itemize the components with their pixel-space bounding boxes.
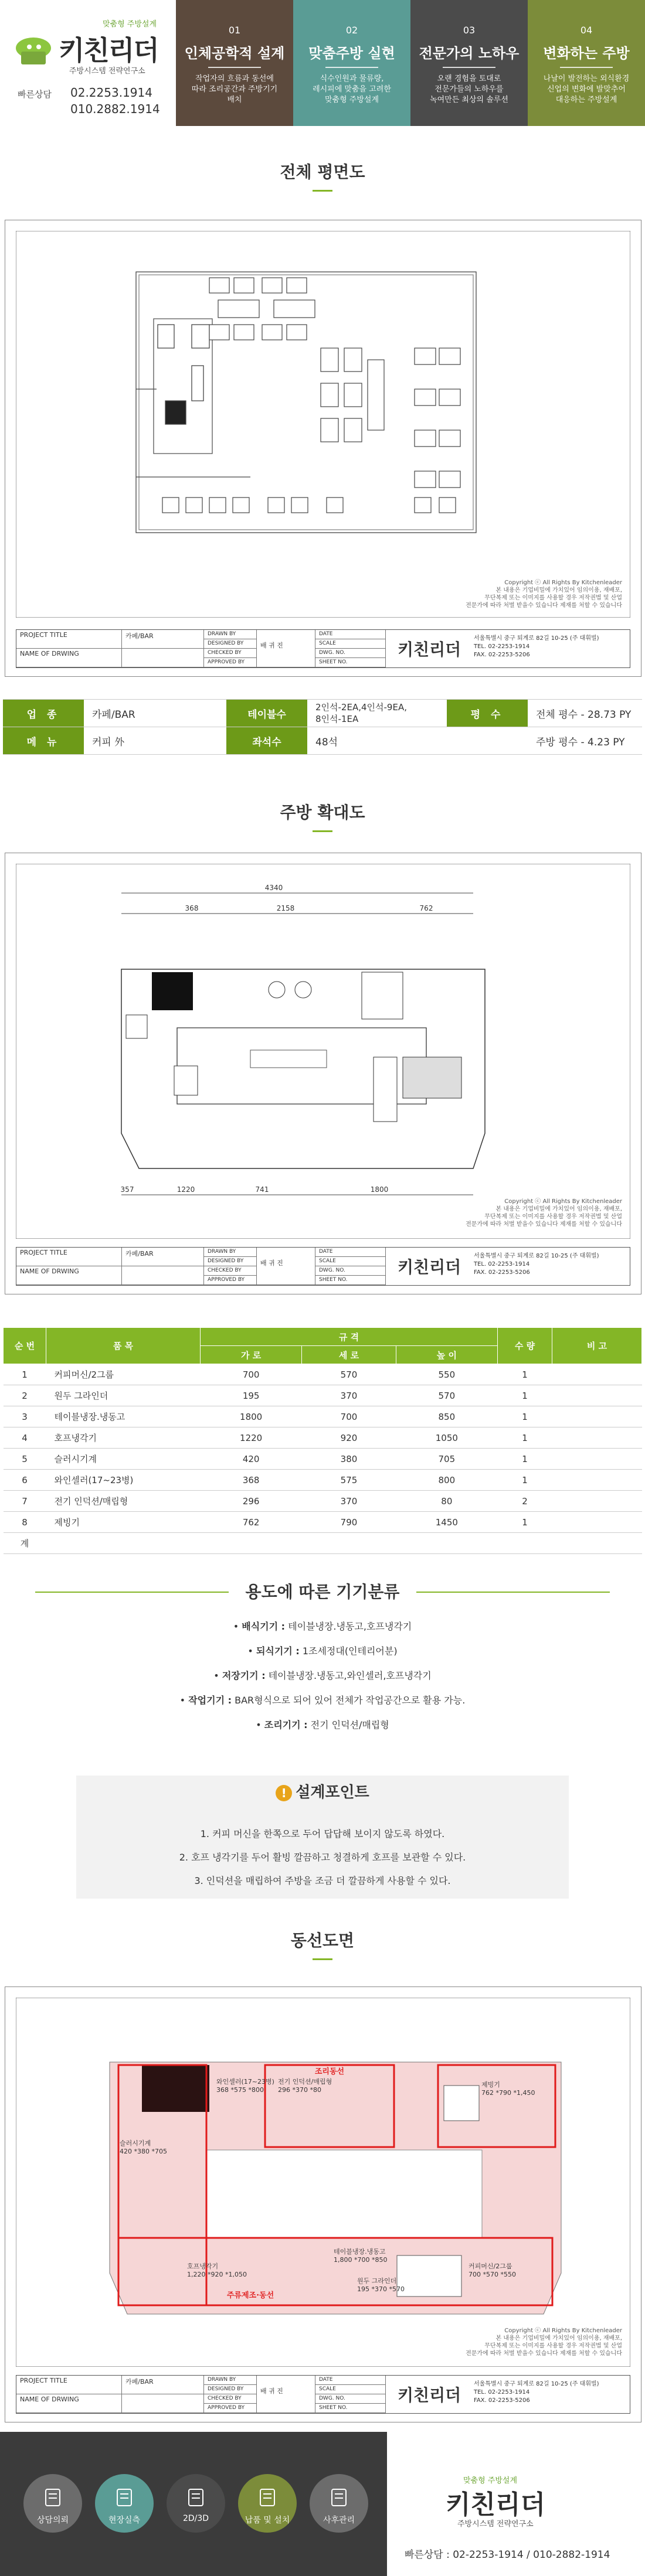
table-row	[4, 1512, 642, 1533]
kitchen-detail-svg	[16, 864, 630, 1239]
cell-h: 1450	[396, 1512, 497, 1533]
step-label: 현장실측	[108, 2516, 141, 2525]
cell-qty: 1	[498, 1449, 552, 1470]
cell-w: 296	[201, 1491, 302, 1512]
label-wine: 와인셀러(17~23병) 368 *575 *800	[216, 2078, 274, 2094]
phone-1[interactable]: 02.2253.1914	[70, 86, 152, 100]
kitchen-dim-b3: 741	[255, 1185, 269, 1194]
logo-subtitle: 주방시스템 전략연구소	[69, 67, 145, 76]
cell-h: 80	[396, 1491, 497, 1512]
cell-name: 커피머신/2그룹	[46, 1364, 201, 1385]
cell-qty: 1	[498, 1406, 552, 1427]
process-step-1[interactable]	[23, 2474, 82, 2533]
cell-name: 슬러시기계	[46, 1449, 201, 1470]
step-icon	[114, 2487, 135, 2508]
copyright-note: Copyright ⓒ All Rights By Kitchenleader 본 내용은 기업비밀에 가치있어 임의이용, 재배포, 무단복제 또는 이미지를 사용할 경우 저작권법 및 산업 전문가에 따라 처벌 받을수 있습니다 제재를 처할 수 있습니다	[466, 1198, 622, 1228]
section-title-plan: 전체 평면도	[0, 159, 645, 192]
cell-no: 5	[4, 1449, 46, 1470]
usage-item: • 되식기기 : 1조세정대(인테리어분)	[247, 1645, 398, 1657]
step-icon	[42, 2487, 63, 2508]
footer-brand: 키친리더	[446, 2490, 546, 2520]
table-row	[4, 1470, 642, 1491]
kitchen-dim-1: 368	[185, 904, 199, 912]
divider	[560, 67, 613, 68]
feature-title: 전문가의 노하우	[419, 45, 520, 62]
divider	[443, 67, 495, 68]
contact-label: 빠른상담	[18, 89, 52, 100]
feature-desc: 나날이 발전하는 외식환경 신업의 변화에 발맞추어 대응하는 주방설계	[543, 74, 630, 104]
step-icon	[257, 2487, 278, 2508]
design-point: 3. 인덕션을 매립하여 주방을 조금 더 깔끔하게 사용할 수 있다.	[194, 1875, 451, 1886]
usage-title: 용도에 따른 기기분류	[245, 1582, 400, 1602]
process-step-5[interactable]	[310, 2474, 368, 2533]
section-title-kitchen: 주방 확대도	[0, 800, 645, 832]
cell-no: 8	[4, 1512, 46, 1533]
design-point: 2. 호프 냉각기를 두어 활빙 깔끔하고 청결하게 호프를 보관할 수 있다.	[179, 1852, 466, 1863]
cell-w: 195	[201, 1385, 302, 1406]
kitchen-detail-drawing	[5, 853, 641, 1294]
step-label: 납품 및 설치	[245, 2516, 290, 2525]
cell-name: 호프냉각기	[46, 1427, 201, 1449]
floor-plan-svg	[16, 231, 630, 618]
cell-h: 570	[396, 1385, 497, 1406]
cell-d: 370	[302, 1385, 396, 1406]
seats-label: 좌석수	[226, 727, 307, 755]
table-row	[4, 1449, 642, 1470]
cell-d: 370	[302, 1491, 396, 1512]
cell-qty: 1	[498, 1512, 552, 1533]
exclamation-icon: !	[276, 1785, 292, 1801]
table-row	[4, 1491, 642, 1512]
step-icon	[328, 2487, 349, 2508]
area-value-total: 전체 평수 - 28.73 PY	[528, 700, 642, 727]
feature-card-03	[410, 0, 528, 126]
cell-qty: 2	[498, 1491, 552, 1512]
feature-card-04	[528, 0, 645, 126]
label-grinder: 원두 그라인더 195 *370 *570	[357, 2277, 405, 2293]
cell-qty: 1	[498, 1364, 552, 1385]
flow-svg	[16, 1998, 630, 2367]
cell-name: 테이블냉장.냉동고	[46, 1406, 201, 1427]
cell-no: 1	[4, 1364, 46, 1385]
label-slush: 슬러시기계 420 *380 *705	[120, 2139, 167, 2155]
floor-plan-drawing	[5, 220, 641, 677]
cell-total: 계	[4, 1533, 46, 1554]
logo-name: 키친리더	[59, 35, 158, 66]
cell-w: 700	[201, 1364, 302, 1385]
cell-w: 1220	[201, 1427, 302, 1449]
kitchen-dim-b1: 357	[120, 1185, 134, 1194]
cell-w: 1800	[201, 1406, 302, 1427]
feature-desc: 오랜 경험을 토대로 전문가들의 노하우를 녹여만든 최상의 솔루션	[430, 74, 508, 104]
usage-item: • 배식기기 : 테이블냉장.냉동고,호프냉각기	[233, 1621, 412, 1632]
logo-icon	[13, 34, 54, 68]
divider	[208, 67, 261, 68]
label-coffee: 커피머신/2그룹 700 *570 *550	[469, 2262, 516, 2278]
feature-card-01	[176, 0, 293, 126]
feature-title: 맞춤주방 실현	[308, 45, 395, 62]
usage-item: • 작업기기 : BAR형식으로 되어 있어 전체가 작업공간으로 활용 가능.	[179, 1695, 466, 1706]
phone-2[interactable]: 010.2882.1914	[70, 102, 160, 116]
cell-d: 920	[302, 1427, 396, 1449]
cell-name: 와인셀러(17~23병)	[46, 1470, 201, 1491]
cell-no: 7	[4, 1491, 46, 1512]
divider	[325, 67, 378, 68]
design-points-title: ! 설계포인트	[0, 1780, 645, 1802]
cell-no: 4	[4, 1427, 46, 1449]
cell-w: 368	[201, 1470, 302, 1491]
feature-card-02	[293, 0, 410, 126]
cell-name: 원두 그라인더	[46, 1385, 201, 1406]
process-step-2[interactable]	[95, 2474, 154, 2533]
cell-h: 550	[396, 1364, 497, 1385]
feature-number: 02	[345, 25, 358, 36]
cell-no: 6	[4, 1470, 46, 1491]
footer-contact[interactable]: 빠른상담 : 02-2253-1914 / 010-2882-1914	[405, 2549, 610, 2561]
title-block: PROJECT TITLE 카페/BAR NAME OF DRWING DRAWN BY DESIGNED BY CHECKED BY APPROVED BY 배 귀 진 DATE SCALE DWG. NO. SHEET NO. 키친리더 서울특별시 중구 퇴계로 82길 10-25 (주 대휘빌) TEL. 02-2253-1914 FAX. 02-2253-5206	[16, 2375, 630, 2414]
seats-value: 48석	[307, 727, 447, 755]
cell-d: 700	[302, 1406, 396, 1427]
cell-name: 전기 인덕션/매립형	[46, 1491, 201, 1512]
tables-value: 2인석-2EA,4인석-9EA, 8인석-1EA	[307, 700, 447, 727]
logo-tagline: 맞춤형 주방설계	[103, 20, 157, 29]
biz-type-label: 업 종	[3, 700, 84, 727]
title-block: PROJECT TITLE 카페/BAR NAME OF DRWING DRAWN BY DESIGNED BY CHECKED BY APPROVED BY 배 귀 진 DATE SCALE DWG. NO. SHEET NO. 키친리더 서울특별시 중구 퇴계로 82길 10-25 (주 대휘빌) TEL. 02-2253-1914 FAX. 02-2253-5206	[16, 629, 630, 668]
step-icon	[185, 2487, 206, 2508]
header	[0, 0, 645, 126]
label-hof: 호프냉각기 1,220 *920 *1,050	[187, 2262, 247, 2278]
step-label: 상담의뢰	[36, 2516, 69, 2525]
flow-label-cook: 조리동선	[314, 2067, 345, 2076]
footer-brand-sub: 주방시스템 전략연구소	[457, 2520, 534, 2529]
kitchen-dim-2: 2158	[276, 904, 295, 912]
cell-w: 420	[201, 1449, 302, 1470]
table-row	[4, 1406, 642, 1427]
menu-value: 커피 外	[84, 727, 226, 755]
equipment-table: 순 번 품 목 규 격 수 량 비 고 가 로 세 로 높 이 1 커피머신/2그룹 700 570 550 1 2 원두 그라인더 195 370 570 1 3 테이블냉장.냉동고 1800 700 850 1 4 호프냉각기 1220 920 1050 1 5 슬러시기계 420 380 705 1 6 와인셀러(17~23병) 368 575 800 1 7 전기 인덕션/매립형 296 370 80 2 8 제빙기 762 790 1450 1 계	[3, 1327, 642, 1554]
footer-brand-tagline: 맞춤형 주방설계	[463, 2476, 518, 2485]
cell-qty: 1	[498, 1385, 552, 1406]
biz-type-value: 카페/BAR	[84, 700, 226, 727]
feature-desc: 식수인원과 물류량, 레시피에 맞춤을 고려한 맞춤형 주방설계	[313, 74, 391, 104]
section-title-flow: 동선도면	[0, 1928, 645, 1960]
project-info-table	[3, 699, 642, 755]
kitchen-dim-3: 762	[419, 904, 433, 912]
usage-item: • 저장기기 : 테이블냉장.냉동고,와인셀러,호프냉각기	[213, 1670, 432, 1681]
feature-title: 변화하는 주방	[543, 45, 630, 62]
area-label: 평 수	[447, 700, 528, 727]
cell-no: 3	[4, 1406, 46, 1427]
area-value-kitchen: 주방 평수 - 4.23 PY	[528, 727, 642, 755]
copyright-note: Copyright ⓒ All Rights By Kitchenleader 본 내용은 기업비밀에 가치있어 임의이용, 재배포, 무단복제 또는 이미지를 사용할 경우 저작권법 및 산업 전문가에 따라 처벌 받을수 있습니다 제재를 처할 수 있습니다	[466, 580, 622, 609]
flow-drawing	[5, 1986, 641, 2422]
label-icemaker: 제빙기 762 *790 *1,450	[481, 2081, 535, 2097]
table-row	[4, 1427, 642, 1449]
cell-d: 575	[302, 1470, 396, 1491]
label-table-fridge: 테이블냉장.냉동고 1,800 *700 *850	[334, 2248, 388, 2264]
cell-h: 1050	[396, 1427, 497, 1449]
cell-qty: 1	[498, 1470, 552, 1491]
cell-h: 800	[396, 1470, 497, 1491]
feature-number: 03	[463, 25, 476, 36]
design-points-list	[0, 1822, 645, 1893]
cell-d: 790	[302, 1512, 396, 1533]
copyright-note: Copyright ⓒ All Rights By Kitchenleader 본 내용은 기업비밀에 가치있어 임의이용, 재배포, 무단복제 또는 이미지를 사용할 경우 저작권법 및 산업 전문가에 따라 처벌 받을수 있습니다 제재를 처할 수 있습니다	[466, 2328, 622, 2357]
kitchen-dim-b2: 1220	[176, 1185, 195, 1194]
cell-qty: 1	[498, 1427, 552, 1449]
feature-title: 인체공학적 설계	[184, 45, 285, 62]
process-step-4[interactable]	[238, 2474, 297, 2533]
table-total-row	[4, 1533, 642, 1554]
tables-label: 테이블수	[226, 700, 307, 727]
step-label: 사후관리	[322, 2516, 355, 2525]
cell-no: 2	[4, 1385, 46, 1406]
cell-d: 380	[302, 1449, 396, 1470]
step-label: 2D/3D	[182, 2514, 209, 2523]
feature-desc: 작업자의 흐름과 동선에 따라 조리공간과 주방기기 배치	[191, 74, 278, 104]
kitchen-dim-total: 4340	[264, 884, 283, 892]
feature-number: 04	[580, 25, 593, 36]
menu-label: 메 뉴	[3, 727, 84, 755]
table-row	[4, 1385, 642, 1406]
usage-list	[0, 1614, 645, 1737]
feature-number: 01	[228, 25, 241, 36]
title-block: PROJECT TITLE 카페/BAR NAME OF DRWING DRAWN BY DESIGNED BY CHECKED BY APPROVED BY 배 귀 진 DATE SCALE DWG. NO. SHEET NO. 키친리더 서울특별시 중구 퇴계로 82길 10-25 (주 대휘빌) TEL. 02-2253-1914 FAX. 02-2253-5206	[16, 1247, 630, 1286]
divider	[416, 1592, 610, 1593]
cell-h: 705	[396, 1449, 497, 1470]
table-row	[4, 1364, 642, 1385]
usage-item: • 조리기기 : 전기 인덕션/매립형	[256, 1719, 389, 1730]
cell-d: 570	[302, 1364, 396, 1385]
header-logo-area	[0, 0, 176, 126]
flow-label-serve: 주류제조·동선	[226, 2291, 274, 2300]
cell-h: 850	[396, 1406, 497, 1427]
cell-name: 제빙기	[46, 1512, 201, 1533]
kitchen-dim-b4: 1800	[370, 1185, 389, 1194]
label-induction: 전기 인덕션/매립형 296 *370 *80	[278, 2078, 332, 2094]
process-step-3[interactable]	[167, 2474, 225, 2533]
design-point: 1. 커피 머신을 한쪽으로 두어 답답해 보이지 않도록 하였다.	[200, 1828, 445, 1839]
cell-w: 762	[201, 1512, 302, 1533]
